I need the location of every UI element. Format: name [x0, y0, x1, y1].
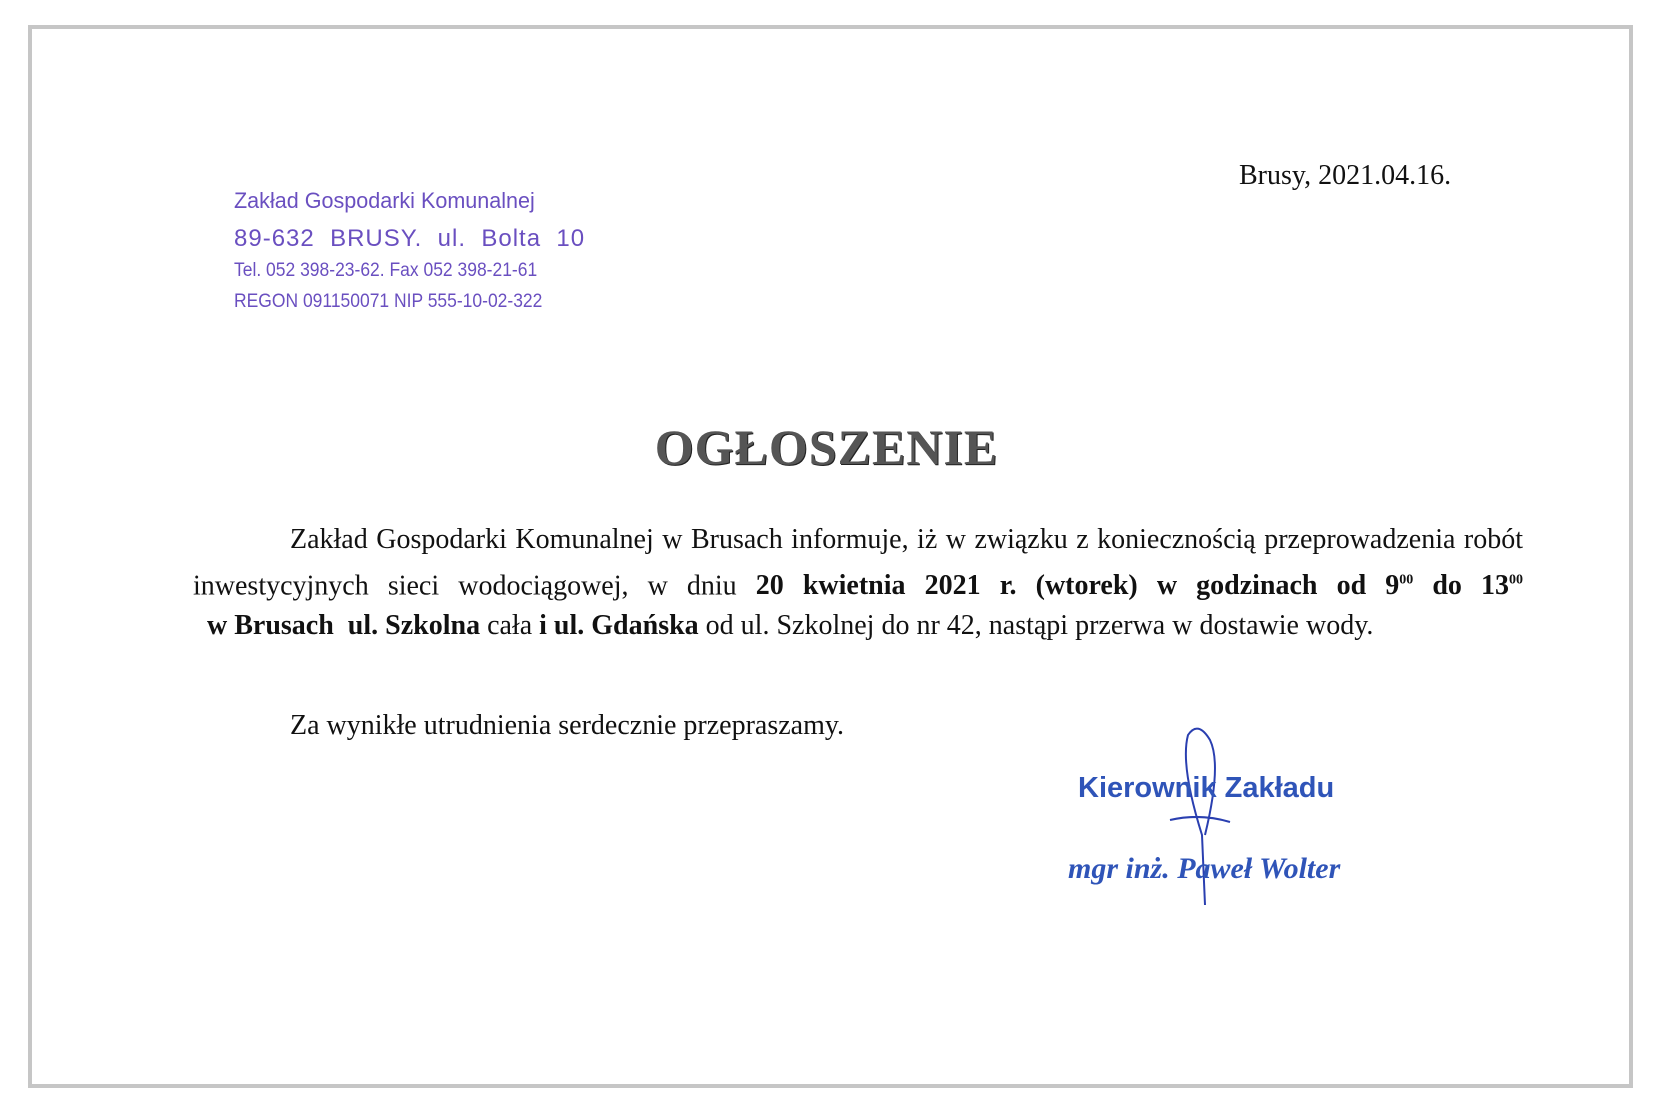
announcement-body	[193, 520, 1523, 647]
superscript: 00	[1399, 572, 1414, 588]
signature-name: mgr inż. Paweł Wolter	[1068, 852, 1341, 885]
company-stamp	[234, 190, 585, 311]
stamp-line: 89-632 BRUSY. ul. Bolta 10	[234, 225, 586, 252]
body-text: od ul. Szkolnej do nr 42, nastąpi przerwa w dostawie wody.	[698, 610, 1374, 642]
stamp-line: Zakład Gospodarki Komunalnej	[234, 188, 535, 213]
body-text: cała	[480, 610, 540, 642]
signature-role: Kierownik Zakładu	[1078, 772, 1335, 804]
street-text: w Brusach ul. Szkolna	[193, 610, 481, 642]
closing-line: Za wynikłe utrudnienia serdecznie przepraszamy.	[290, 710, 845, 741]
document-title: OGŁOSZENIE	[654, 419, 999, 475]
street-text: i ul. Gdańska	[539, 610, 699, 642]
stamp-line: Tel. 052 398-23-62. Fax 052 398-21-61	[234, 260, 538, 281]
body-text: Zakład Gospodarki Komunalnej w Brusach informuje, iż w związku z koniecznością przeprowadzenia robót inwestycyjnych sieci wodociągowej, w dniu	[193, 524, 1523, 601]
time-text: do 13	[1413, 569, 1509, 601]
stamp-line: REGON 091150071 NIP 555-10-02-322	[234, 291, 543, 312]
superscript: 00	[1509, 572, 1523, 588]
document-date: Brusy, 2021.04.16.	[1239, 160, 1452, 191]
date-text: 20 kwietnia 2021 r. (wtorek) w godzinach od 9	[755, 569, 1400, 601]
